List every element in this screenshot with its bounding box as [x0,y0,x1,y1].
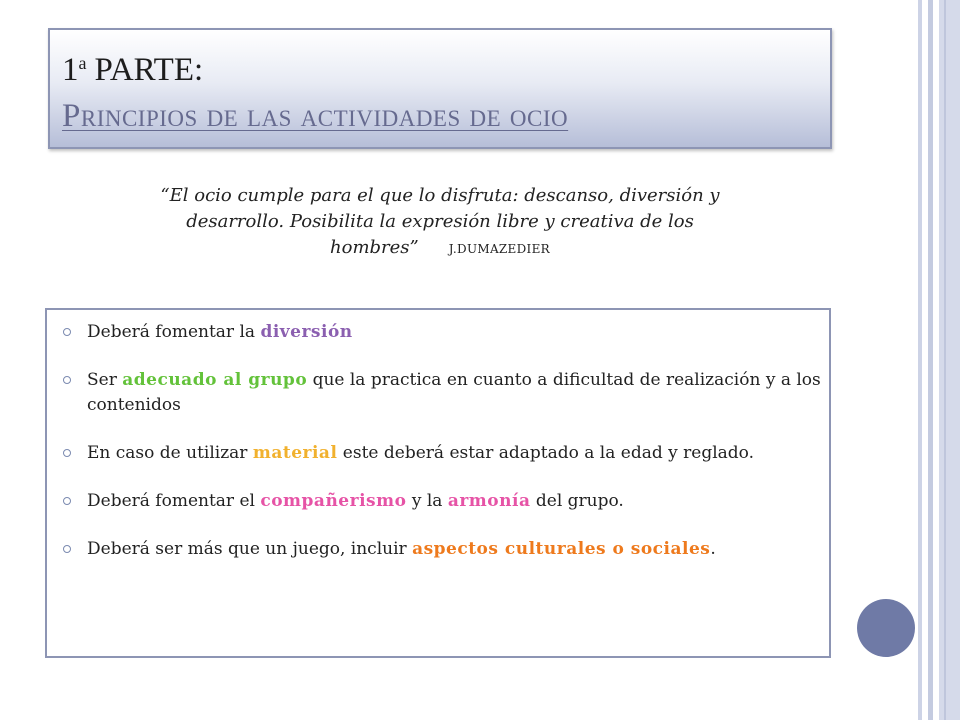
bullet-item [87,320,822,345]
bullet-item [87,441,822,466]
slide-subtitle: Principios de las actividades de ocio [62,98,569,134]
bullet-text: Deberá fomentar el [87,491,261,511]
bullet-text: Deberá ser más que un juego, incluir [87,539,413,559]
bullet-highlight: material [252,443,338,463]
slide-title [62,52,203,89]
bullet-item [87,537,822,562]
bullet-text: este deberá estar adaptado a la edad y reglado. [337,443,754,463]
title-ordinal: a [78,53,87,73]
bullet-text: que la practica en cuanto a dificultad de realización y a los contenidos [87,370,821,415]
bullet-text: Deberá fomentar la [87,322,261,342]
bullet-text: En caso de utilizar [87,443,253,463]
bullet-text: del grupo. [530,491,624,511]
bullet-item [87,489,822,514]
bullet-content-box [45,308,831,658]
bullet-highlight: adecuado al grupo [122,370,308,390]
bullet-text: y la [406,491,448,511]
slide-title-box [48,28,832,149]
decor-stripe [918,0,922,720]
title-number: 1 [62,52,79,88]
bullet-dot-icon [63,449,71,457]
bullet-item [87,368,822,418]
bullet-text: Ser [87,370,123,390]
bullet-highlight: aspectos culturales o sociales [412,539,711,559]
title-part: PARTE: [94,52,204,88]
decor-stripe [944,0,946,720]
bullet-text: . [710,539,716,559]
bullet-highlight: diversión [260,322,353,342]
bullet-highlight: compañerismo [260,491,407,511]
quote-text: “El ocio cumple para el que lo disfruta: descanso, diversión y desarrollo. Posibilita la expresión libre y creativa de los hombres” [160,185,720,258]
decor-circle [857,599,915,657]
bullet-highlight: armonía [447,491,531,511]
quote-author: J.DUMAZEDIER [448,242,550,256]
decor-stripe [928,0,933,720]
bullet-dot-icon [63,497,71,505]
bullet-dot-icon [63,328,71,336]
bullet-dot-icon [63,376,71,384]
bullet-list [87,320,822,585]
bullet-dot-icon [63,545,71,553]
decor-stripe [939,0,960,720]
quote-block [130,183,750,262]
